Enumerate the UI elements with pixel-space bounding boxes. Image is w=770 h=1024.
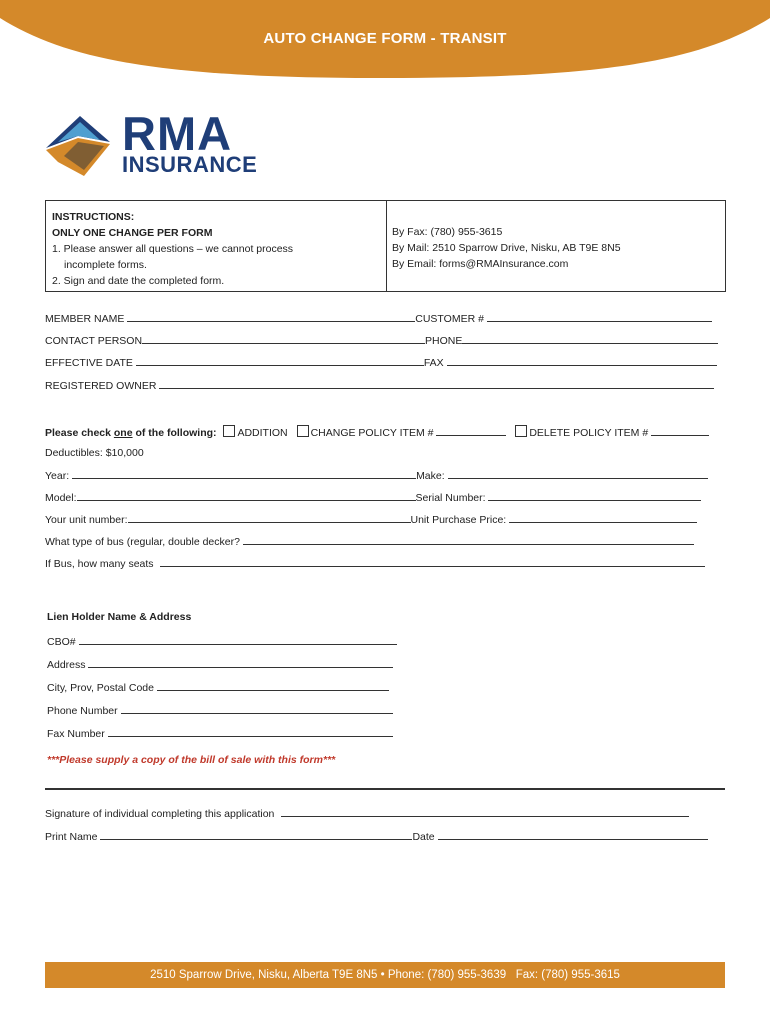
unit-number-label: Your unit number:: [45, 514, 128, 526]
registered-owner-label: REGISTERED OWNER: [45, 380, 157, 392]
submit-by-email: By Email: forms@RMAInsurance.com: [392, 258, 569, 270]
form-title: AUTO CHANGE FORM - TRANSIT: [263, 30, 507, 47]
make-label: Make:: [416, 470, 445, 482]
instruction-item-1: 1. Please answer all questions – we cannot process: [52, 243, 294, 255]
lien-holder-title: Lien Holder Name & Address: [47, 611, 192, 623]
cbo-row: [47, 635, 397, 648]
date-label: Date: [412, 831, 435, 843]
member-name-row: [45, 312, 712, 325]
lien-city-field[interactable]: [157, 681, 389, 691]
contact-person-row: [45, 334, 718, 347]
signature-row: [45, 807, 689, 820]
phone-field[interactable]: [462, 334, 718, 344]
instructions-heading: INSTRUCTIONS:: [52, 211, 135, 223]
rma-logo: [44, 107, 258, 182]
addition-label: ADDITION: [237, 427, 288, 439]
signature-label: Signature of individual completing this application: [45, 808, 275, 820]
delete-policy-label: DELETE POLICY ITEM #: [529, 427, 649, 439]
lien-phone-field[interactable]: [121, 704, 393, 714]
registered-owner-field[interactable]: [159, 379, 714, 389]
instruction-item-2: 2. Sign and date the completed form.: [52, 275, 225, 287]
bus-seats-label: If Bus, how many seats: [45, 558, 154, 570]
submit-by-fax: By Fax: (780) 955-3615: [392, 226, 503, 238]
date-field[interactable]: [438, 830, 708, 840]
lien-fax-field[interactable]: [108, 727, 393, 737]
instruction-item-1-cont: incomplete forms.: [64, 259, 147, 271]
lien-address-field[interactable]: [88, 658, 393, 668]
instructions-box: [45, 200, 726, 292]
model-field[interactable]: [77, 491, 416, 501]
addition-checkbox[interactable]: [223, 425, 235, 437]
effective-date-label: EFFECTIVE DATE: [45, 357, 133, 369]
section-divider: [45, 788, 725, 790]
change-policy-checkbox[interactable]: [297, 425, 309, 437]
fax-field[interactable]: [447, 356, 717, 366]
deductibles-text: Deductibles: $10,000: [45, 447, 144, 459]
member-name-field[interactable]: [127, 312, 415, 322]
submit-by-mail: By Mail: 2510 Sparrow Drive, Nisku, AB T9E 8N5: [392, 242, 621, 254]
change-policy-label: CHANGE POLICY ITEM #: [310, 427, 434, 439]
contact-person-label: CONTACT PERSON: [45, 335, 143, 347]
print-name-row: [45, 830, 708, 843]
lien-phone-row: [47, 704, 393, 717]
print-name-label: Print Name: [45, 831, 98, 843]
serial-field[interactable]: [488, 491, 701, 501]
lien-address-label: Address: [47, 659, 86, 671]
model-label: Model:: [45, 492, 77, 504]
lien-city-row: [47, 681, 389, 694]
instructions-right: [392, 224, 722, 272]
lien-fax-row: [47, 727, 393, 740]
logo-rma-text: RMA: [122, 107, 233, 160]
year-field[interactable]: [72, 469, 416, 479]
bus-seats-field[interactable]: [160, 557, 705, 567]
bus-seats-row: [45, 557, 705, 570]
cbo-label: CBO#: [47, 636, 76, 648]
print-name-field[interactable]: [100, 830, 412, 840]
lien-address-row: [47, 658, 393, 671]
effective-date-field[interactable]: [136, 356, 424, 366]
bus-type-field[interactable]: [243, 535, 694, 545]
effective-date-row: [45, 356, 717, 369]
instructions-left: [52, 209, 382, 289]
delete-policy-field[interactable]: [651, 426, 709, 436]
customer-number-field[interactable]: [487, 312, 712, 322]
serial-label: Serial Number:: [415, 492, 486, 504]
bus-type-row: [45, 535, 694, 548]
logo-insurance-text: INSURANCE: [122, 152, 258, 177]
member-name-label: MEMBER NAME: [45, 313, 125, 325]
lien-phone-label: Phone Number: [47, 705, 118, 717]
make-field[interactable]: [448, 469, 708, 479]
change-prompt: Please check one of the following:: [45, 427, 217, 439]
footer-contact-bar: 2510 Sparrow Drive, Nisku, Alberta T9E 8N5 • Phone: (780) 955-3639 Fax: (780) 955-3615: [45, 962, 725, 988]
year-row: [45, 469, 708, 482]
delete-policy-checkbox[interactable]: [515, 425, 527, 437]
phone-label: PHONE: [425, 335, 463, 347]
lien-city-label: City, Prov, Postal Code: [47, 682, 154, 694]
lien-fax-label: Fax Number: [47, 728, 105, 740]
instructions-divider: [386, 201, 387, 291]
change-type-row: [45, 425, 709, 439]
registered-owner-row: [45, 379, 714, 392]
instructions-subheading: ONLY ONE CHANGE PER FORM: [52, 227, 213, 239]
year-label: Year:: [45, 470, 70, 482]
unit-number-row: [45, 513, 697, 526]
customer-number-label: CUSTOMER #: [415, 313, 484, 325]
cbo-field[interactable]: [79, 635, 397, 645]
fax-label: FAX: [423, 357, 444, 369]
bus-type-label: What type of bus (regular, double decker?: [45, 536, 240, 548]
logo-mark-icon: [44, 112, 114, 182]
bill-of-sale-note: ***Please supply a copy of the bill of sale with this form***: [47, 754, 336, 766]
unit-price-field[interactable]: [509, 513, 697, 523]
change-policy-field[interactable]: [436, 426, 506, 436]
unit-price-label: Unit Purchase Price:: [410, 514, 507, 526]
contact-person-field[interactable]: [142, 334, 425, 344]
signature-field[interactable]: [281, 807, 689, 817]
unit-number-field[interactable]: [128, 513, 411, 523]
model-row: [45, 491, 701, 504]
